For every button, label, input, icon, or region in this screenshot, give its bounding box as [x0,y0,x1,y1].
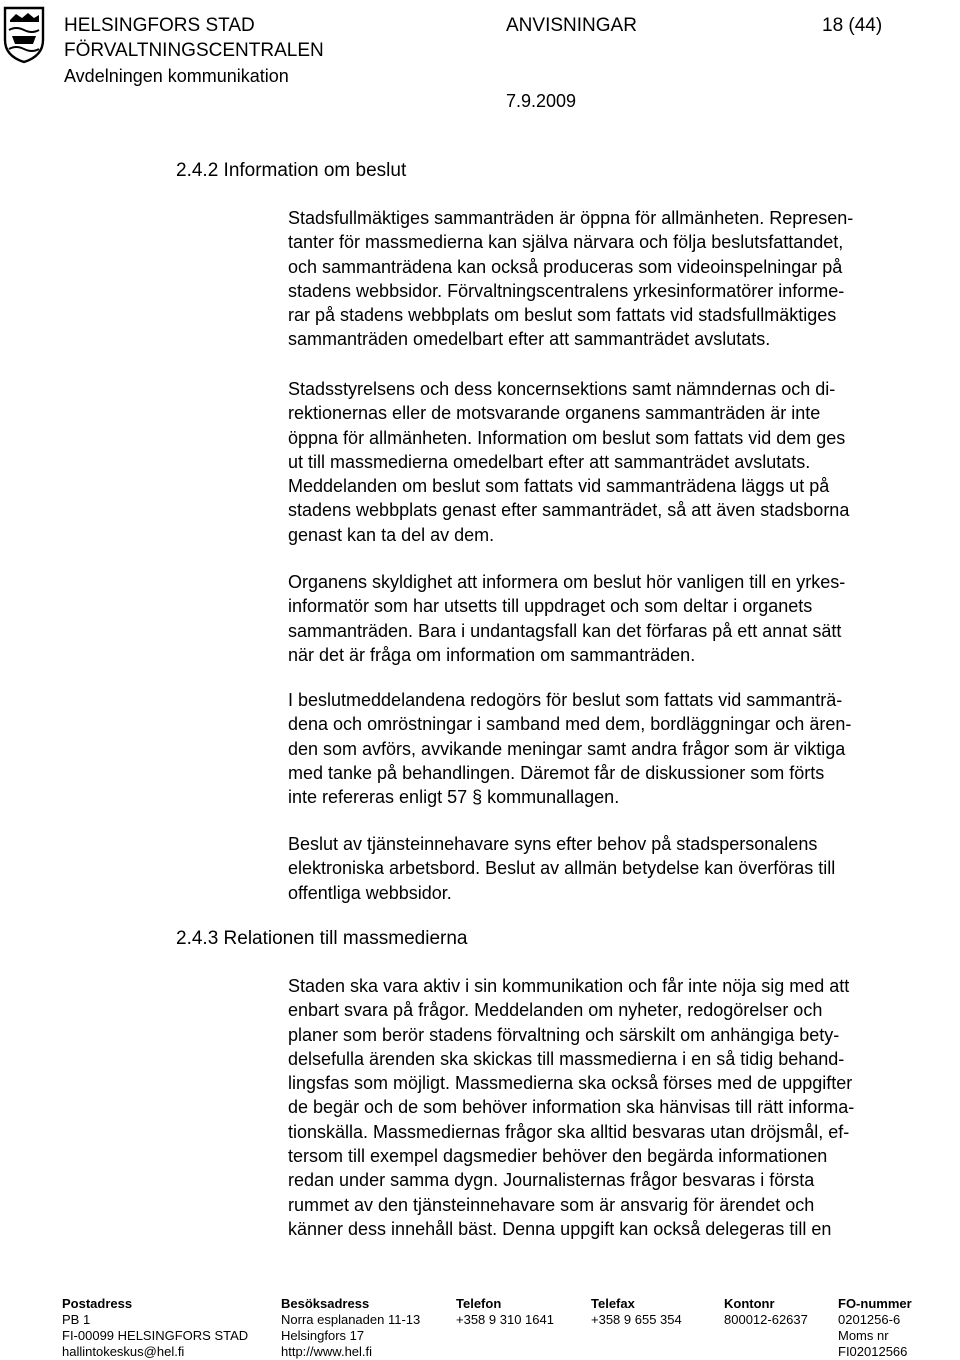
text-line: Stadsstyrelsens och dess koncernsektions samt nämndernas och di- [288,379,836,399]
text-line: ut till massmedierna omedelbart efter att sammanträdet avslutats. [288,451,811,472]
footer-business-id [838,1296,912,1360]
text-line: den som avförs, avvikande meningar samt andra frågor som är viktiga [288,738,846,759]
text-line: känner dess innehåll bäst. Denna uppgift kan också delegeras till en [288,1218,832,1239]
text-line: I beslutmeddelandena redogörs för beslut som fattats vid sammanträ- [288,690,843,710]
text-line: stadens webbplats genast efter sammanträdet, så att även stadsborna [288,500,850,521]
footer-postal-address [62,1296,248,1360]
paragraph [288,377,948,547]
helsinki-crest-icon [2,6,46,64]
footer-label: FO-nummer [838,1296,912,1311]
text-line: tionskälla. Massmediernas frågor ska alltid besvaras utan dröjsmål, ef- [288,1121,850,1142]
text-line: när det är fråga om information om sammanträden. [288,644,696,665]
footer-fax [591,1296,682,1328]
document-date: 7.9.2009 [506,91,577,111]
paragraph [288,570,948,667]
text-line: sammanträden. Bara i undantagsfall kan det förfaras på ett annat sätt [288,620,842,641]
text-line: stadens webbsidor. Förvaltningscentralens yrkesinformatörer informe- [288,280,845,301]
text-line: offentliga webbsidor. [288,882,452,903]
footer-email: hallintokeskus@hel.fi [62,1344,185,1359]
footer-value: 800012-62637 [724,1312,808,1327]
footer-value: 0201256-6 [838,1312,901,1327]
page-number: 18 (44) [822,15,883,36]
text-line: tersom till exempel dagsmedier behöver den begärda informationen [288,1146,828,1167]
footer-label: Telefax [591,1296,635,1311]
text-line: rar på stadens webbplats om beslut som fattats vid stadsfullmäktiges [288,305,837,326]
text-line: öppna för allmänheten. Information om beslut som fattats vid dem ges [288,427,846,448]
footer-value: FI-00099 HELSINGFORS STAD [62,1328,249,1343]
text-line: elektroniska arbetsbord. Beslut av allmän betydelse kan överföras till [288,858,836,879]
document-type: ANVISNINGAR [506,15,637,36]
text-line: och sammanträdena kan också produceras som videoinspelningar på [288,256,843,277]
footer-value: FI02012566 [838,1344,908,1359]
text-line: rektionernas eller de motsvarande organens sammanträden är inte [288,403,821,424]
text-line: sammanträden omedelbart efter att sammanträdet avslutats. [288,329,771,350]
footer-value: +358 9 655 354 [591,1312,682,1327]
footer-account [724,1296,808,1328]
footer-label: Besöksadress [281,1296,370,1311]
text-line: dena och omröstningar i samband med dem, bordläggningar och ären- [288,714,852,735]
footer-value: Helsingfors 17 [281,1328,365,1343]
org-department: FÖRVALTNINGSCENTRALEN [64,40,324,61]
footer-label: Kontonr [724,1296,775,1311]
text-line: informatör som har utsetts till uppdraget och som deltar i organets [288,596,813,617]
text-line: Stadsfullmäktiges sammanträden är öppna för allmänheten. Represen- [288,208,854,228]
paragraph [288,688,948,809]
page-footer [0,1296,960,1360]
footer-label: Postadress [62,1296,133,1311]
text-line: enbart svara på frågor. Meddelanden om nyheter, redogörelser och [288,1000,823,1021]
paragraph [288,974,948,1241]
paragraph [288,832,948,905]
text-line: planer som berör stadens förvaltning och särskilt om anhängiga bety- [288,1024,840,1045]
text-line: Beslut av tjänsteinnehavare syns efter behov på stadspersonalens [288,834,818,854]
footer-label: Telefon [456,1296,502,1311]
text-line: med tanke på behandlingen. Däremot får de diskussioner som förts [288,762,825,783]
footer-website: http://www.hel.fi [281,1344,373,1359]
text-line: Meddelanden om beslut som fattats vid sammanträdena läggs ut på [288,476,830,497]
text-line: lingsfas som möjligt. Massmedierna ska också förses med de uppgifter [288,1073,853,1094]
org-name: HELSINGFORS STAD [64,15,255,36]
footer-value: Norra esplanaden 11-13 [281,1312,421,1327]
text-line: Staden ska vara aktiv i sin kommunikation och får inte nöja sig med att [288,976,850,996]
text-line: inte refereras enligt 57 § kommunallagen. [288,787,620,808]
text-line: redan under samma dygn. Journalisternas frågor besvaras i första [288,1170,815,1191]
footer-value: +358 9 310 1641 [456,1312,554,1327]
section-heading: 2.4.2 Information om beslut [176,160,407,181]
footer-value: Moms nr [838,1328,889,1343]
text-line: genast kan ta del av dem. [288,524,495,545]
text-line: delsefulla ärenden ska skickas till massmedierna i en så tidig behand- [288,1048,845,1069]
section-heading: 2.4.3 Relationen till massmedierna [176,928,468,949]
org-unit: Avdelningen kommunikation [64,66,289,86]
text-line: rummet av den tjänsteinnehavare som är ansvarig för ärendet och [288,1194,815,1215]
footer-phone [456,1296,554,1328]
footer-value: PB 1 [62,1312,91,1327]
paragraph [288,206,948,352]
text-line: Organens skyldighet att informera om beslut hör vanligen till en yrkes- [288,572,846,592]
footer-visiting-address [281,1296,420,1360]
text-line: de begär och de som behöver information ska hänvisas till rätt informa- [288,1097,855,1118]
text-line: tanter för massmedierna kan själva närvara och följa beslutsfattandet, [288,232,844,253]
